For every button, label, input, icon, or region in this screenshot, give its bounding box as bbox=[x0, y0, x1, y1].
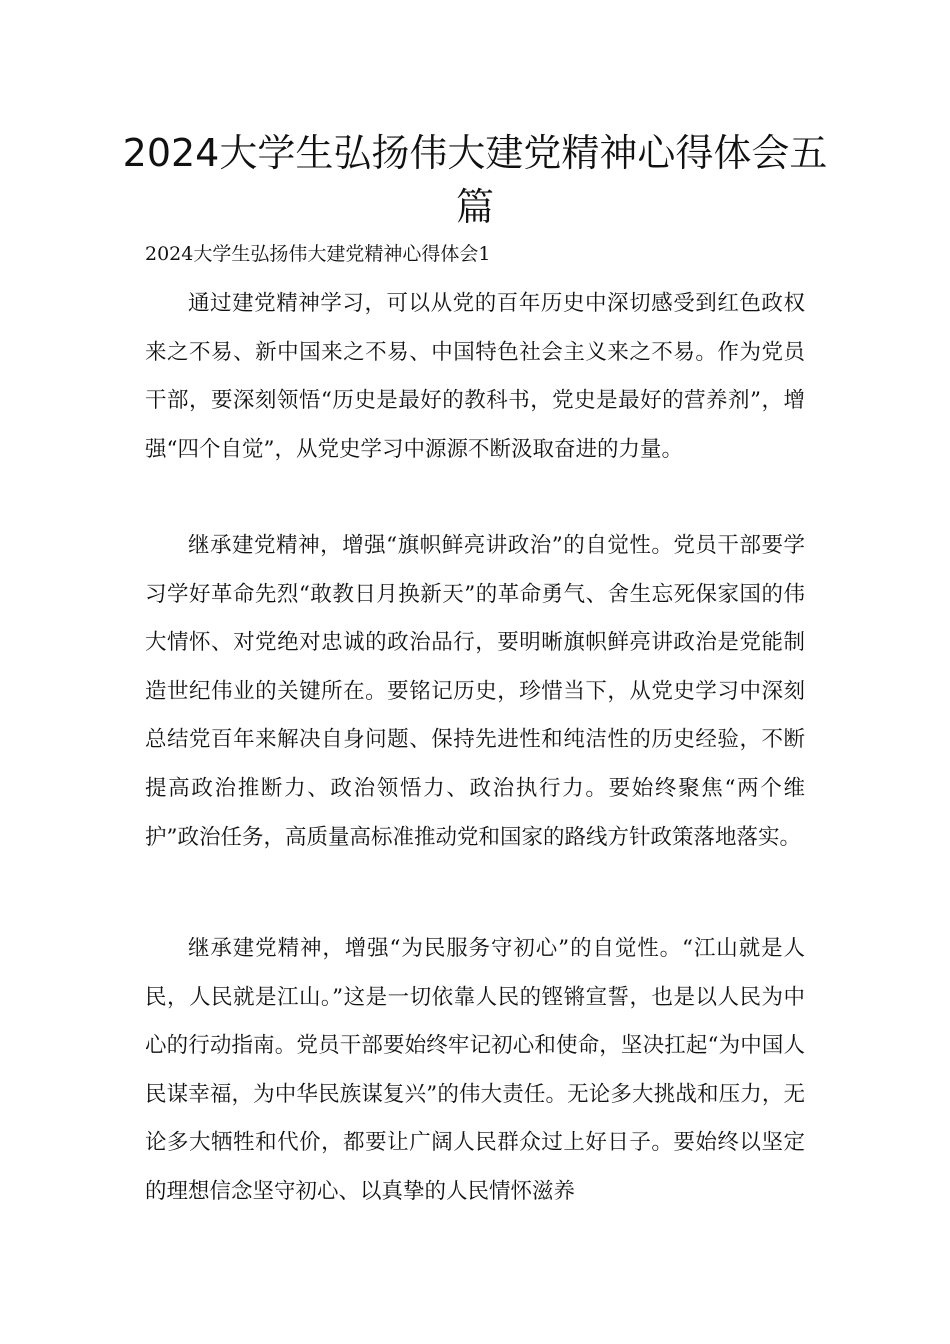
document-title: 2024大学生弘扬伟大建党精神心得体会五篇 bbox=[122, 131, 828, 229]
paragraph-2: 继承建党精神，增强“旗帜鲜亮讲政治”的自觉性。党员干部要学习学好革命先烈“敢教日月换新天”的革命勇气、舍生忘死保家国的伟大情怀、对党绝对忠诚的政治品行，要明晰旗帜鲜亮讲政治是党能制造世纪伟业的关键所在。要铭记历史，珍惜当下，从党史学习中深刻总结党百年来解决自身问题、保持先进性和纯洁性的历史经验，不断提高政治推断力、政治领悟力、政治执行力。要始终聚焦“两个维护”政治任务，高质量高标准推动党和国家的路线方针政策落地落实。 bbox=[145, 533, 805, 850]
paragraph-3: 继承建党精神，增强“为民服务守初心”的自觉性。“江山就是人民，人民就是江山。”这是一切依靠人民的铿锵宣誓，也是以人民为中心的行动指南。党员干部要始终牢记初心和使命，坚决扛起“为中国人民谋幸福，为中华民族谋复兴”的伟大责任。无论多大挑战和压力，无论多大牺牲和代价，都要让广阔人民群众过上好日子。要始终以坚定的理想信念坚守初心、以真挚的人民情怀滋养 bbox=[145, 936, 805, 1204]
paragraph-1: 通过建党精神学习，可以从党的百年历史中深切感受到红色政权来之不易、新中国来之不易、中国特色社会主义来之不易。作为党员干部，要深刻领悟“历史是最好的教科书，党史是最好的营养剂”，增强“四个自觉”，从党史学习中源源不断汲取奋进的力量。 bbox=[145, 291, 805, 462]
section-heading: 2024大学生弘扬伟大建党精神心得体会1 bbox=[145, 243, 491, 265]
